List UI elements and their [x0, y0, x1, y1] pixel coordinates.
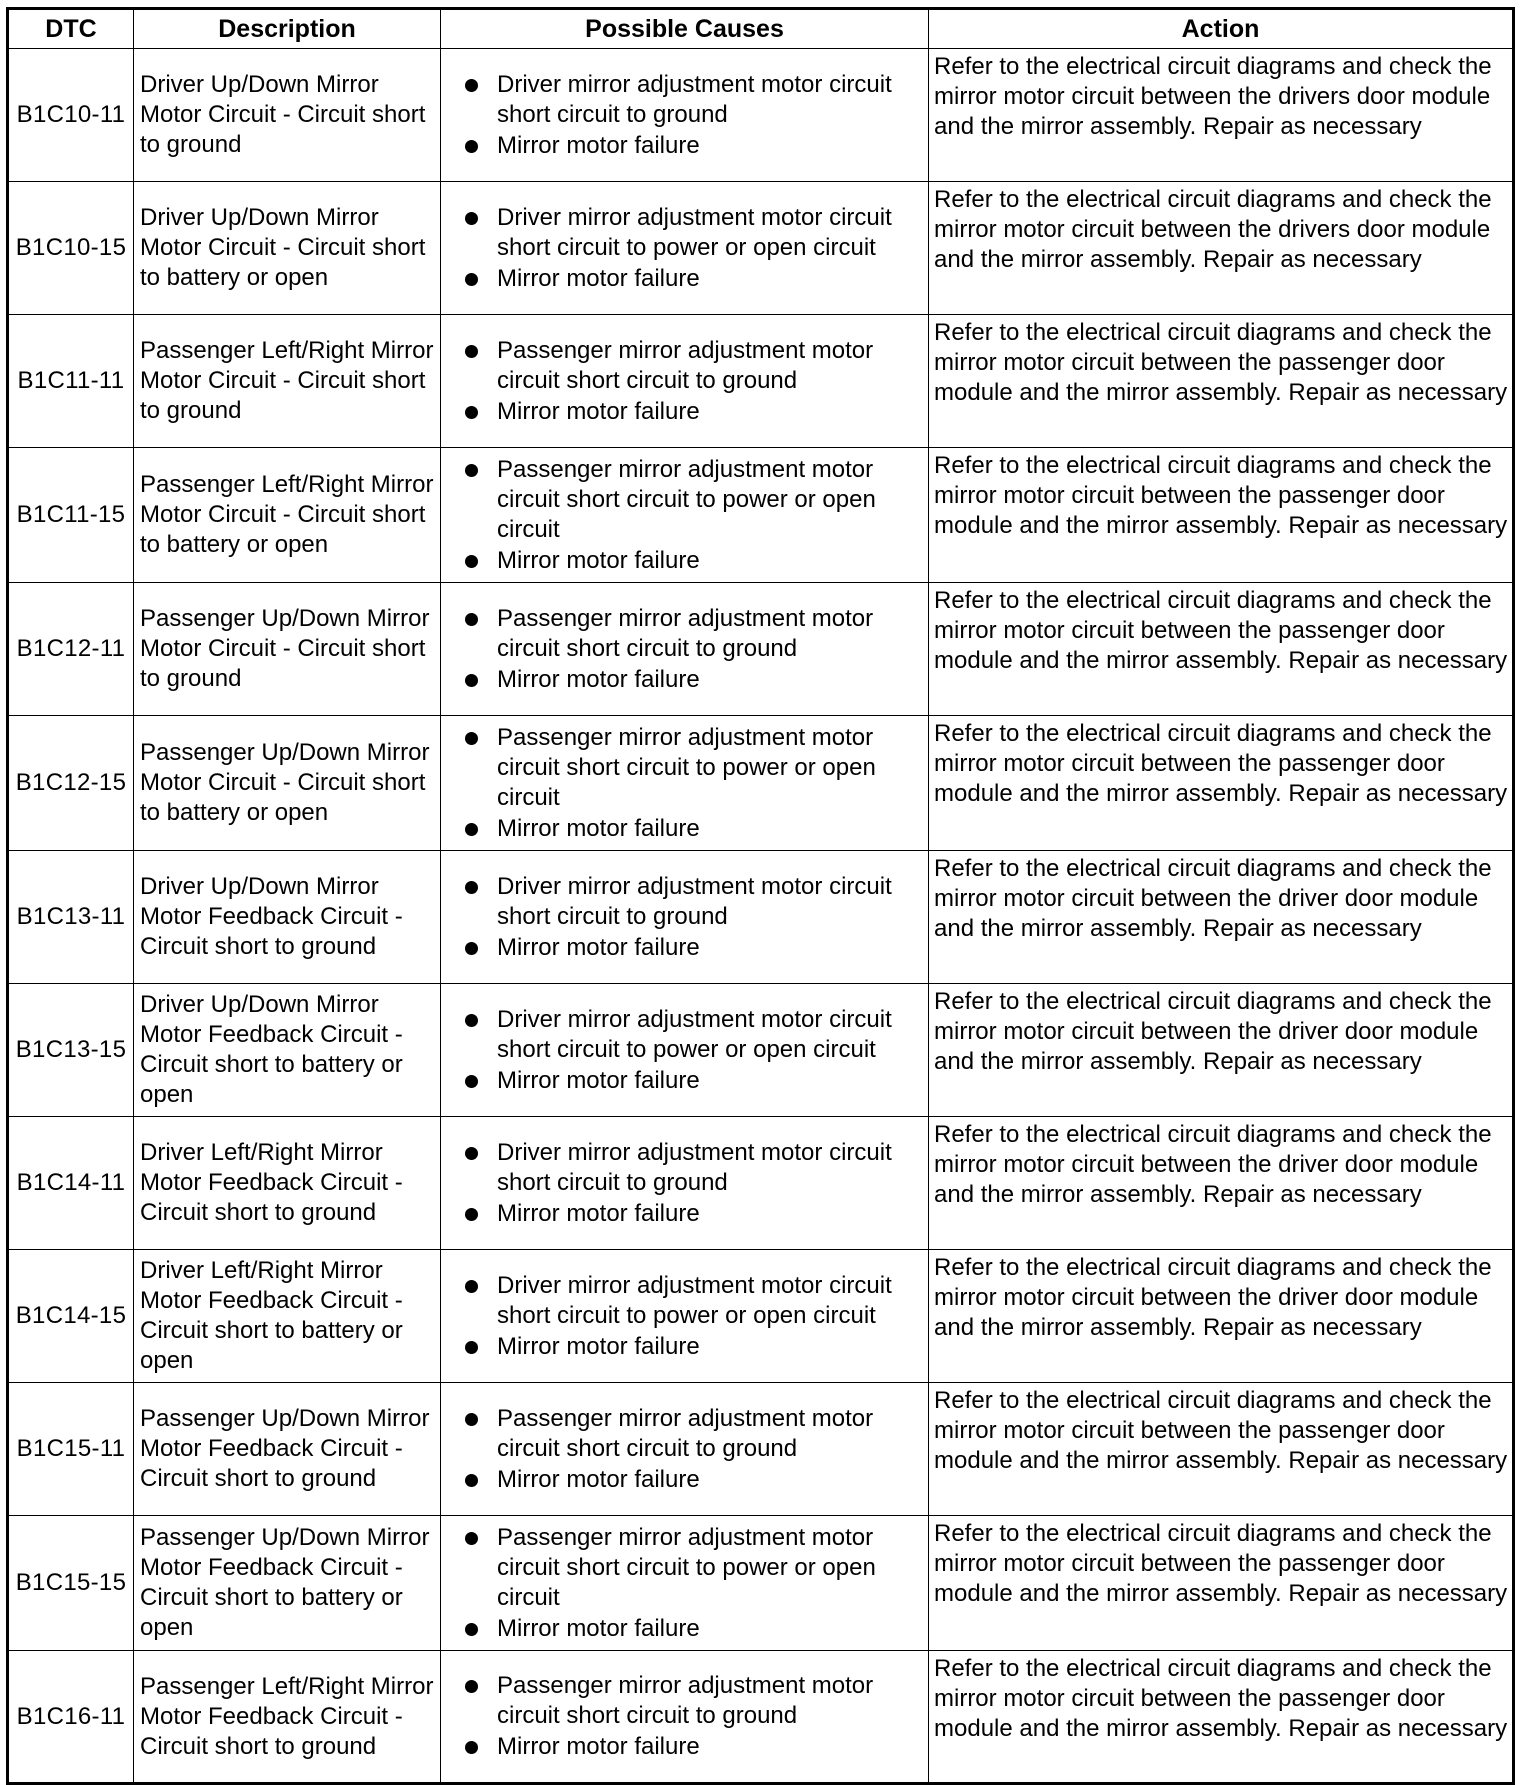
header-dtc: DTC	[8, 9, 134, 49]
cause-item	[463, 1671, 922, 1731]
cause-text: Mirror motor failure	[497, 546, 700, 574]
cause-text: Mirror motor failure	[497, 1465, 700, 1493]
bullet-icon	[465, 613, 478, 626]
bullet-icon	[465, 79, 478, 92]
action-text: Refer to the electrical circuit diagrams and check the mirror motor circuit between the driver door module and the mirror assembly. Repair as necessary	[929, 984, 1514, 1117]
bullet-icon	[465, 1680, 478, 1693]
table-row	[8, 315, 1514, 448]
dtc-code: B1C15-11	[8, 1383, 134, 1516]
bullet-icon	[465, 674, 478, 687]
possible-causes	[441, 1250, 929, 1383]
bullet-icon	[465, 732, 478, 745]
dtc-code: B1C14-11	[8, 1117, 134, 1250]
possible-causes	[441, 1383, 929, 1516]
cause-item	[463, 933, 922, 963]
cause-text: Mirror motor failure	[497, 665, 700, 693]
action-text: Refer to the electrical circuit diagrams and check the mirror motor circuit between the passenger door module and the mirror assembly. Repair as necessary	[929, 716, 1514, 851]
bullet-icon	[465, 1741, 478, 1754]
cause-item	[463, 1066, 922, 1096]
cause-text: Mirror motor failure	[497, 1199, 700, 1227]
dtc-code: B1C12-15	[8, 716, 134, 851]
possible-causes	[441, 315, 929, 448]
table-row	[8, 1383, 1514, 1516]
bullet-icon	[465, 406, 478, 419]
dtc-description: Driver Left/Right Mirror Motor Feedback Circuit - Circuit short to battery or open	[134, 1250, 441, 1383]
dtc-description: Driver Up/Down Mirror Motor Circuit - Circuit short to ground	[134, 49, 441, 182]
possible-causes	[441, 716, 929, 851]
bullet-icon	[465, 555, 478, 568]
cause-item	[463, 1614, 922, 1644]
header-possible-causes: Possible Causes	[441, 9, 929, 49]
bullet-icon	[465, 273, 478, 286]
cause-item	[463, 1523, 922, 1613]
dtc-description: Driver Up/Down Mirror Motor Circuit - Circuit short to battery or open	[134, 182, 441, 315]
possible-causes	[441, 1516, 929, 1651]
dtc-description: Driver Up/Down Mirror Motor Feedback Circuit - Circuit short to ground	[134, 851, 441, 984]
dtc-code: B1C15-15	[8, 1516, 134, 1651]
dtc-code: B1C16-11	[8, 1651, 134, 1784]
action-text: Refer to the electrical circuit diagrams and check the mirror motor circuit between the driver door module and the mirror assembly. Repair as necessary	[929, 1117, 1514, 1250]
cause-text: Driver mirror adjustment motor circuit short circuit to ground	[497, 1138, 892, 1196]
table-row	[8, 1117, 1514, 1250]
dtc-description: Passenger Up/Down Mirror Motor Feedback Circuit - Circuit short to ground	[134, 1383, 441, 1516]
action-text: Refer to the electrical circuit diagrams and check the mirror motor circuit between the passenger door module and the mirror assembly. Repair as necessary	[929, 583, 1514, 716]
cause-text: Passenger mirror adjustment motor circuit short circuit to power or open circuit	[497, 723, 876, 811]
bullet-icon	[465, 345, 478, 358]
cause-text: Driver mirror adjustment motor circuit short circuit to power or open circuit	[497, 1271, 892, 1329]
cause-text: Driver mirror adjustment motor circuit short circuit to power or open circuit	[497, 203, 892, 261]
cause-text: Mirror motor failure	[497, 264, 700, 292]
dtc-description: Driver Up/Down Mirror Motor Feedback Circuit - Circuit short to battery or open	[134, 984, 441, 1117]
action-text: Refer to the electrical circuit diagrams and check the mirror motor circuit between the driver door module and the mirror assembly. Repair as necessary	[929, 1250, 1514, 1383]
cause-item	[463, 1138, 922, 1198]
bullet-icon	[465, 140, 478, 153]
cause-item	[463, 397, 922, 427]
cause-item	[463, 264, 922, 294]
bullet-icon	[465, 1075, 478, 1088]
bullet-icon	[465, 1014, 478, 1027]
table-row	[8, 984, 1514, 1117]
bullet-icon	[465, 1147, 478, 1160]
cause-text: Passenger mirror adjustment motor circuit short circuit to power or open circuit	[497, 455, 876, 543]
cause-text: Passenger mirror adjustment motor circuit short circuit to ground	[497, 1404, 874, 1462]
dtc-code: B1C13-15	[8, 984, 134, 1117]
cause-text: Passenger mirror adjustment motor circuit short circuit to ground	[497, 604, 874, 662]
action-text: Refer to the electrical circuit diagrams and check the mirror motor circuit between the passenger door module and the mirror assembly. Repair as necessary	[929, 1651, 1514, 1784]
possible-causes	[441, 182, 929, 315]
bullet-icon	[465, 1208, 478, 1221]
cause-text: Driver mirror adjustment motor circuit short circuit to ground	[497, 872, 892, 930]
cause-item	[463, 665, 922, 695]
cause-item	[463, 1332, 922, 1362]
possible-causes	[441, 583, 929, 716]
dtc-description: Passenger Up/Down Mirror Motor Circuit - Circuit short to ground	[134, 583, 441, 716]
action-text: Refer to the electrical circuit diagrams and check the mirror motor circuit between the drivers door module and the mirror assembly. Repair as necessary	[929, 49, 1514, 182]
bullet-icon	[465, 1474, 478, 1487]
bullet-icon	[465, 464, 478, 477]
dtc-description: Passenger Left/Right Mirror Motor Feedback Circuit - Circuit short to ground	[134, 1651, 441, 1784]
table-row	[8, 1250, 1514, 1383]
possible-causes	[441, 851, 929, 984]
action-text: Refer to the electrical circuit diagrams and check the mirror motor circuit between the driver door module and the mirror assembly. Repair as necessary	[929, 851, 1514, 984]
bullet-icon	[465, 212, 478, 225]
header-description: Description	[134, 9, 441, 49]
action-text: Refer to the electrical circuit diagrams and check the mirror motor circuit between the passenger door module and the mirror assembly. Repair as necessary	[929, 1383, 1514, 1516]
possible-causes	[441, 49, 929, 182]
table-row	[8, 851, 1514, 984]
cause-item	[463, 336, 922, 396]
cause-text: Mirror motor failure	[497, 1332, 700, 1360]
dtc-description: Passenger Left/Right Mirror Motor Circuit - Circuit short to battery or open	[134, 448, 441, 583]
possible-causes	[441, 1651, 929, 1784]
table-row	[8, 1516, 1514, 1651]
cause-text: Mirror motor failure	[497, 1614, 700, 1642]
cause-item	[463, 1404, 922, 1464]
dtc-description: Passenger Left/Right Mirror Motor Circuit - Circuit short to ground	[134, 315, 441, 448]
table-row	[8, 49, 1514, 182]
dtc-code: B1C10-15	[8, 182, 134, 315]
dtc-description: Passenger Up/Down Mirror Motor Circuit - Circuit short to battery or open	[134, 716, 441, 851]
cause-item	[463, 1005, 922, 1065]
header-action: Action	[929, 9, 1514, 49]
cause-item	[463, 455, 922, 545]
bullet-icon	[465, 1532, 478, 1545]
cause-text: Driver mirror adjustment motor circuit short circuit to power or open circuit	[497, 1005, 892, 1063]
table-row	[8, 1651, 1514, 1784]
bullet-icon	[465, 1623, 478, 1636]
cause-item	[463, 70, 922, 130]
cause-item	[463, 872, 922, 932]
possible-causes	[441, 448, 929, 583]
dtc-code: B1C14-15	[8, 1250, 134, 1383]
action-text: Refer to the electrical circuit diagrams and check the mirror motor circuit between the passenger door module and the mirror assembly. Repair as necessary	[929, 1516, 1514, 1651]
cause-item	[463, 546, 922, 576]
possible-causes	[441, 984, 929, 1117]
cause-text: Mirror motor failure	[497, 933, 700, 961]
dtc-table	[6, 7, 1515, 1785]
dtc-code: B1C13-11	[8, 851, 134, 984]
bullet-icon	[465, 1341, 478, 1354]
cause-item	[463, 723, 922, 813]
dtc-code: B1C11-15	[8, 448, 134, 583]
cause-text: Driver mirror adjustment motor circuit short circuit to ground	[497, 70, 892, 128]
cause-item	[463, 1271, 922, 1331]
cause-item	[463, 604, 922, 664]
action-text: Refer to the electrical circuit diagrams and check the mirror motor circuit between the drivers door module and the mirror assembly. Repair as necessary	[929, 182, 1514, 315]
table-row	[8, 716, 1514, 851]
dtc-code: B1C10-11	[8, 49, 134, 182]
cause-item	[463, 131, 922, 161]
bullet-icon	[465, 1280, 478, 1293]
table-header-row	[8, 9, 1514, 49]
cause-item	[463, 1732, 922, 1762]
bullet-icon	[465, 881, 478, 894]
bullet-icon	[465, 823, 478, 836]
bullet-icon	[465, 942, 478, 955]
bullet-icon	[465, 1413, 478, 1426]
cause-text: Mirror motor failure	[497, 814, 700, 842]
action-text: Refer to the electrical circuit diagrams and check the mirror motor circuit between the passenger door module and the mirror assembly. Repair as necessary	[929, 315, 1514, 448]
cause-text: Mirror motor failure	[497, 1066, 700, 1094]
possible-causes	[441, 1117, 929, 1250]
dtc-code: B1C11-11	[8, 315, 134, 448]
dtc-description: Driver Left/Right Mirror Motor Feedback Circuit - Circuit short to ground	[134, 1117, 441, 1250]
cause-text: Passenger mirror adjustment motor circuit short circuit to ground	[497, 336, 874, 394]
table-row	[8, 448, 1514, 583]
cause-text: Mirror motor failure	[497, 1733, 700, 1760]
cause-item	[463, 203, 922, 263]
cause-text: Passenger mirror adjustment motor circuit short circuit to power or open circuit	[497, 1523, 876, 1611]
table-row	[8, 182, 1514, 315]
dtc-code: B1C12-11	[8, 583, 134, 716]
dtc-description: Passenger Up/Down Mirror Motor Feedback Circuit - Circuit short to battery or open	[134, 1516, 441, 1651]
cause-item	[463, 1465, 922, 1495]
cause-item	[463, 1199, 922, 1229]
cause-text: Mirror motor failure	[497, 397, 700, 425]
cause-text: Mirror motor failure	[497, 131, 700, 159]
cause-item	[463, 814, 922, 844]
cause-text: Passenger mirror adjustment motor circuit short circuit to ground	[497, 1672, 874, 1729]
action-text: Refer to the electrical circuit diagrams and check the mirror motor circuit between the passenger door module and the mirror assembly. Repair as necessary	[929, 448, 1514, 583]
table-row	[8, 583, 1514, 716]
